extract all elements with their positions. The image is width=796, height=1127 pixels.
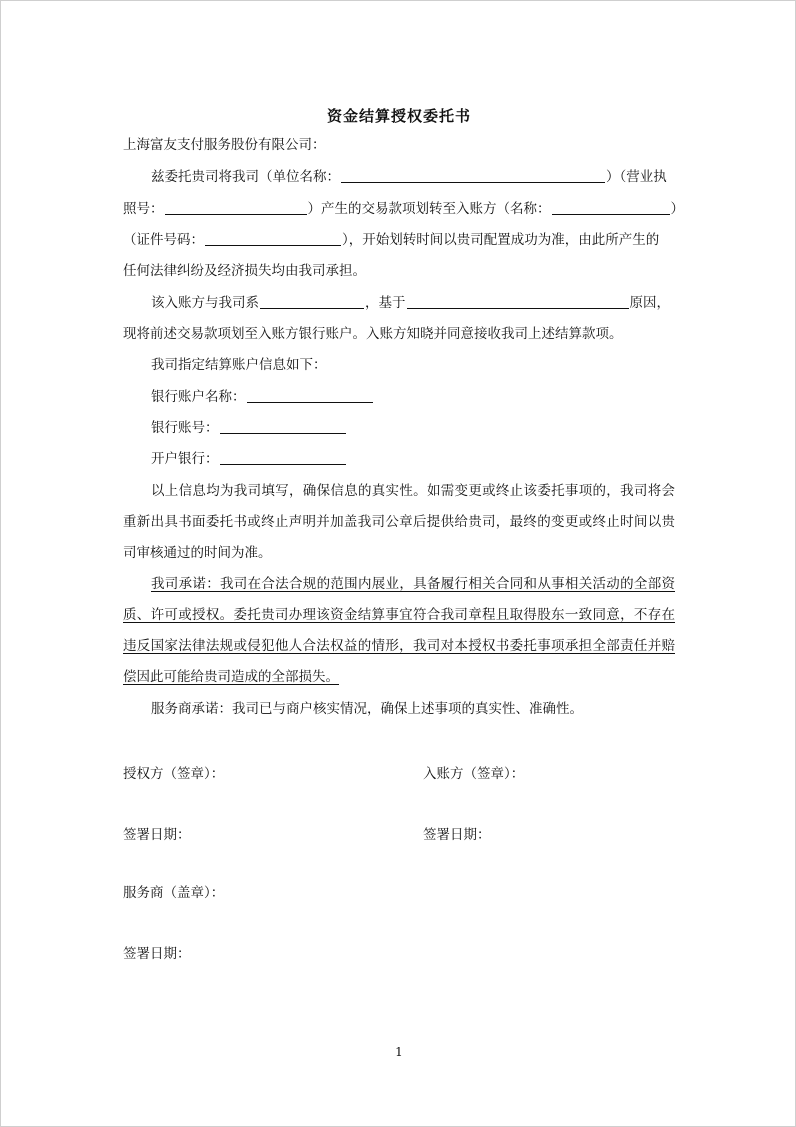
p1-line-1	[151, 167, 683, 187]
bank-branch-blank[interactable]	[220, 450, 346, 465]
page-number: 1	[395, 1045, 403, 1059]
p5-line-4: 偿因此可能给贵司造成的全部损失。	[123, 669, 339, 685]
p4-line-2: 重新出具书面委托书或终止声明并加盖我司公章后提供给贵司，最终的变更或终止时间以贵	[123, 514, 675, 530]
p5-line-3: 违反国家法律法规或侵犯他人合法权益的情形，我司对本授权书委托事项承担全部责任并赔	[123, 638, 675, 654]
payee-signature-label: 入账方（签章）：	[423, 766, 525, 782]
sign-date-right-label: 签署日期：	[423, 827, 491, 843]
p1-text-c: 照号：	[123, 201, 164, 217]
p3-line: 我司指定结算账户信息如下：	[151, 357, 327, 373]
bank-account-name-label: 银行账户名称：	[151, 389, 246, 405]
bank-account-number-row	[151, 418, 711, 438]
id-number-blank[interactable]	[205, 231, 341, 246]
p1-line-4: 任何法律纠纷及经济损失均由我司承担。	[123, 263, 366, 279]
p1-text-f: （证件号码：	[123, 232, 204, 248]
document-title: 资金结算授权委托书	[326, 107, 471, 125]
bank-account-name-row	[151, 387, 711, 407]
relationship-blank[interactable]	[260, 294, 364, 309]
p5-line-1: 我司承诺：我司在合法合规的范围内展业，具备履行相关合同和从事相关活动的全部资	[151, 576, 675, 592]
p1-text-g: ），开始划转时间以贵司配置成功为准，由此所产生的	[342, 232, 660, 248]
addressee: 上海富友支付服务股份有限公司：	[123, 137, 326, 153]
p1-line-2	[123, 199, 683, 219]
p1-text-b: ）（营业执	[606, 169, 667, 185]
license-number-blank[interactable]	[165, 200, 307, 215]
p2-line-2: 现将前述交易款项划至入账方银行账户。入账方知晓并同意接收我司上述结算款项。	[123, 326, 623, 342]
bank-account-name-blank[interactable]	[247, 388, 373, 403]
p1-text-d: ）产生的交易款项划转至入账方（名称：	[307, 201, 551, 217]
p2-text-a: 该入账方与我司系	[151, 295, 259, 311]
p1-text-e: ）	[670, 201, 684, 217]
bank-branch-row	[151, 449, 711, 469]
authorizer-signature-label: 授权方（签章）：	[123, 766, 225, 782]
p4-line-1: 以上信息均为我司填写，确保信息的真实性。如需变更或终止该委托事项的，我司将会	[151, 483, 675, 499]
p6-line: 服务商承诺：我司已与商户核实情况，确保上述事项的真实性、准确性。	[151, 701, 583, 717]
bank-account-number-label: 银行账号：	[151, 420, 219, 436]
p1-text-a: 兹委托贵司将我司（单位名称：	[151, 169, 340, 185]
sign-date-bottom-label: 签署日期：	[123, 946, 191, 962]
p1-line-3	[123, 230, 683, 250]
p2-text-c: 原因，	[629, 295, 670, 311]
reason-blank[interactable]	[407, 294, 629, 309]
p5-line-2: 质、许可或授权。委托贵司办理该资金结算事宜符合我司章程且取得股东一致同意，不存在	[123, 607, 675, 623]
p4-line-3: 司审核通过的时间为准。	[123, 545, 272, 561]
service-provider-seal-label: 服务商（盖章）：	[123, 885, 225, 901]
p2-text-b: ，基于	[365, 295, 406, 311]
payee-name-blank[interactable]	[552, 200, 670, 215]
bank-branch-label: 开户银行：	[151, 451, 219, 467]
bank-account-number-blank[interactable]	[220, 419, 346, 434]
p2-line-1	[151, 293, 683, 313]
company-name-blank[interactable]	[341, 168, 605, 183]
sign-date-left-label: 签署日期：	[123, 827, 191, 843]
